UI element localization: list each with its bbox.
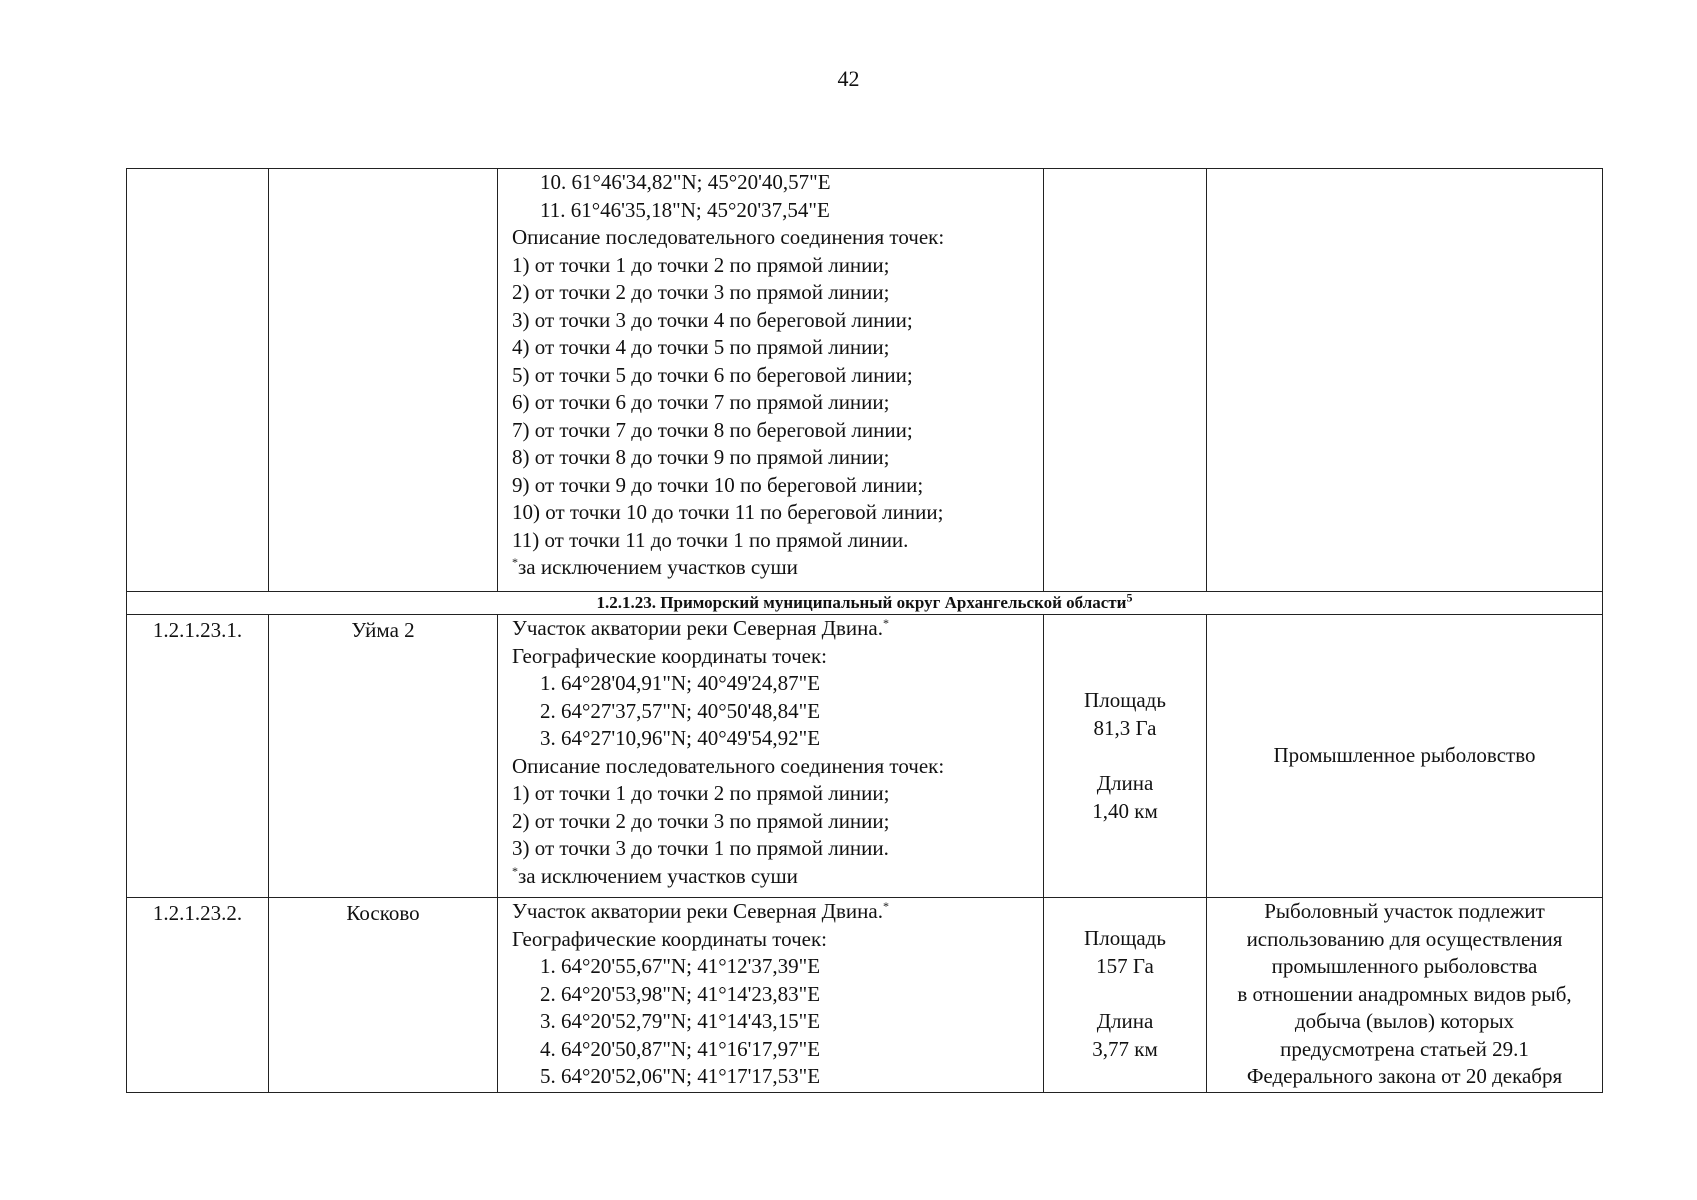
purpose-line: Рыболовный участок подлежит xyxy=(1264,899,1545,923)
table-row xyxy=(127,898,1603,1093)
connection-line: 1) от точки 1 до точки 2 по прямой линии; xyxy=(512,252,890,277)
purpose-line: Федерального закона от 20 декабря xyxy=(1246,1064,1563,1088)
exclusion-note: *за исключением участков суши xyxy=(512,863,798,888)
connection-title: Описание последовательного соединения точек: xyxy=(512,753,945,778)
connection-line: 6) от точки 6 до точки 7 по прямой линии; xyxy=(512,390,890,414)
connection-line: 3) от точки 3 до точки 4 по береговой линии; xyxy=(512,307,913,332)
fishing-areas-table xyxy=(126,168,1603,1093)
connection-line: 8) от точки 8 до точки 9 по прямой линии; xyxy=(512,445,890,469)
connection-line: 9) от точки 9 до точки 10 по береговой линии; xyxy=(512,472,924,497)
coordinates-title: Географические координаты точек: xyxy=(512,926,827,951)
connection-line: 2) от точки 2 до точки 3 по прямой линии; xyxy=(512,808,890,833)
cell-name: Уйма 2 xyxy=(269,615,498,898)
cell-purpose xyxy=(1207,898,1603,1093)
coordinate-line: 4. 64°20'50,87"N; 41°16'17,97"E xyxy=(540,1036,821,1061)
purpose-line: добыча (вылов) которых xyxy=(1294,1009,1515,1033)
connection-line: 10) от точки 10 до точки 11 по береговой линии; xyxy=(512,500,944,524)
connection-title: Описание последовательного соединения точек: xyxy=(512,225,945,249)
purpose-line: предусмотрена статьей 29.1 xyxy=(1280,1036,1529,1061)
connection-line: 3) от точки 3 до точки 1 по прямой линии. xyxy=(512,836,889,860)
connection-line: 4) от точки 4 до точки 5 по прямой линии; xyxy=(512,335,890,359)
cell-number: 1.2.1.23.2. xyxy=(127,898,269,1093)
area-value: 81,3 Га xyxy=(1093,715,1157,740)
connection-line: 5) от точки 5 до точки 6 по береговой линии; xyxy=(512,362,913,387)
section-heading: 1.2.1.23. Приморский муниципальный округ Архангельской области$^5$ xyxy=(127,592,1603,615)
page-number: 42 xyxy=(837,66,860,91)
area-value: 157 Га xyxy=(1096,953,1154,978)
area-description: Участок акватории реки Северная Двина.* xyxy=(512,616,889,640)
area-label: Площадь xyxy=(1084,926,1166,950)
cell-size xyxy=(1044,898,1207,1093)
cell-number xyxy=(127,169,269,592)
cell-size xyxy=(1044,169,1207,592)
purpose-line: использованию для осуществления xyxy=(1246,926,1563,951)
cell-name xyxy=(269,169,498,592)
purpose-text: Промышленное рыболовство xyxy=(1273,743,1536,768)
purpose-line: в отношении анадромных видов рыб, xyxy=(1237,981,1572,1006)
coordinate-line: 2. 64°20'53,98"N; 41°14'23,83"E xyxy=(540,981,821,1006)
coordinate-line: 3. 64°27'10,96"N; 40°49'54,92"E xyxy=(540,726,821,750)
cell-description xyxy=(498,615,1044,898)
table-row xyxy=(127,615,1603,898)
cell-purpose xyxy=(1207,615,1603,898)
area-description: Участок акватории реки Северная Двина.* xyxy=(512,899,889,923)
coordinate-line: 3. 64°20'52,79"N; 41°14'43,15"E xyxy=(540,1009,821,1033)
cell-description xyxy=(498,169,1044,592)
coordinate-line: 2. 64°27'37,57"N; 40°50'48,84"E xyxy=(540,698,821,723)
exclusion-note: *за исключением участков суши xyxy=(512,555,798,579)
cell-number: 1.2.1.23.1. xyxy=(127,615,269,898)
length-value: 3,77 км xyxy=(1092,1036,1158,1061)
coordinate-line: 10. 61°46'34,82"N; 45°20'40,57"E xyxy=(540,170,831,194)
length-label: Длина xyxy=(1096,1009,1154,1033)
continuation-row xyxy=(127,169,1603,592)
connection-line: 7) от точки 7 до точки 8 по береговой линии; xyxy=(512,417,913,442)
cell-name: Косково xyxy=(269,898,498,1093)
connection-line: 11) от точки 11 до точки 1 по прямой линии. xyxy=(512,527,909,552)
cell-purpose xyxy=(1207,169,1603,592)
length-label: Длина xyxy=(1096,771,1154,795)
connection-line: 2) от точки 2 до точки 3 по прямой линии; xyxy=(512,280,890,304)
coordinate-line: 1. 64°28'04,91"N; 40°49'24,87"E xyxy=(540,671,821,695)
coordinate-line: 1. 64°20'55,67"N; 41°12'37,39"E xyxy=(540,954,821,978)
coordinate-line: 11. 61°46'35,18"N; 45°20'37,54"E xyxy=(540,197,830,222)
section-heading-row xyxy=(127,592,1603,615)
cell-description xyxy=(498,898,1044,1093)
area-label: Площадь xyxy=(1084,688,1166,712)
connection-line: 1) от точки 1 до точки 2 по прямой линии; xyxy=(512,781,890,805)
coordinate-line: 5. 64°20'52,06"N; 41°17'17,53"E xyxy=(540,1064,821,1088)
cell-size xyxy=(1044,615,1207,898)
purpose-line: промышленного рыболовства xyxy=(1271,954,1538,978)
coordinates-title: Географические координаты точек: xyxy=(512,643,827,668)
length-value: 1,40 км xyxy=(1092,798,1158,823)
